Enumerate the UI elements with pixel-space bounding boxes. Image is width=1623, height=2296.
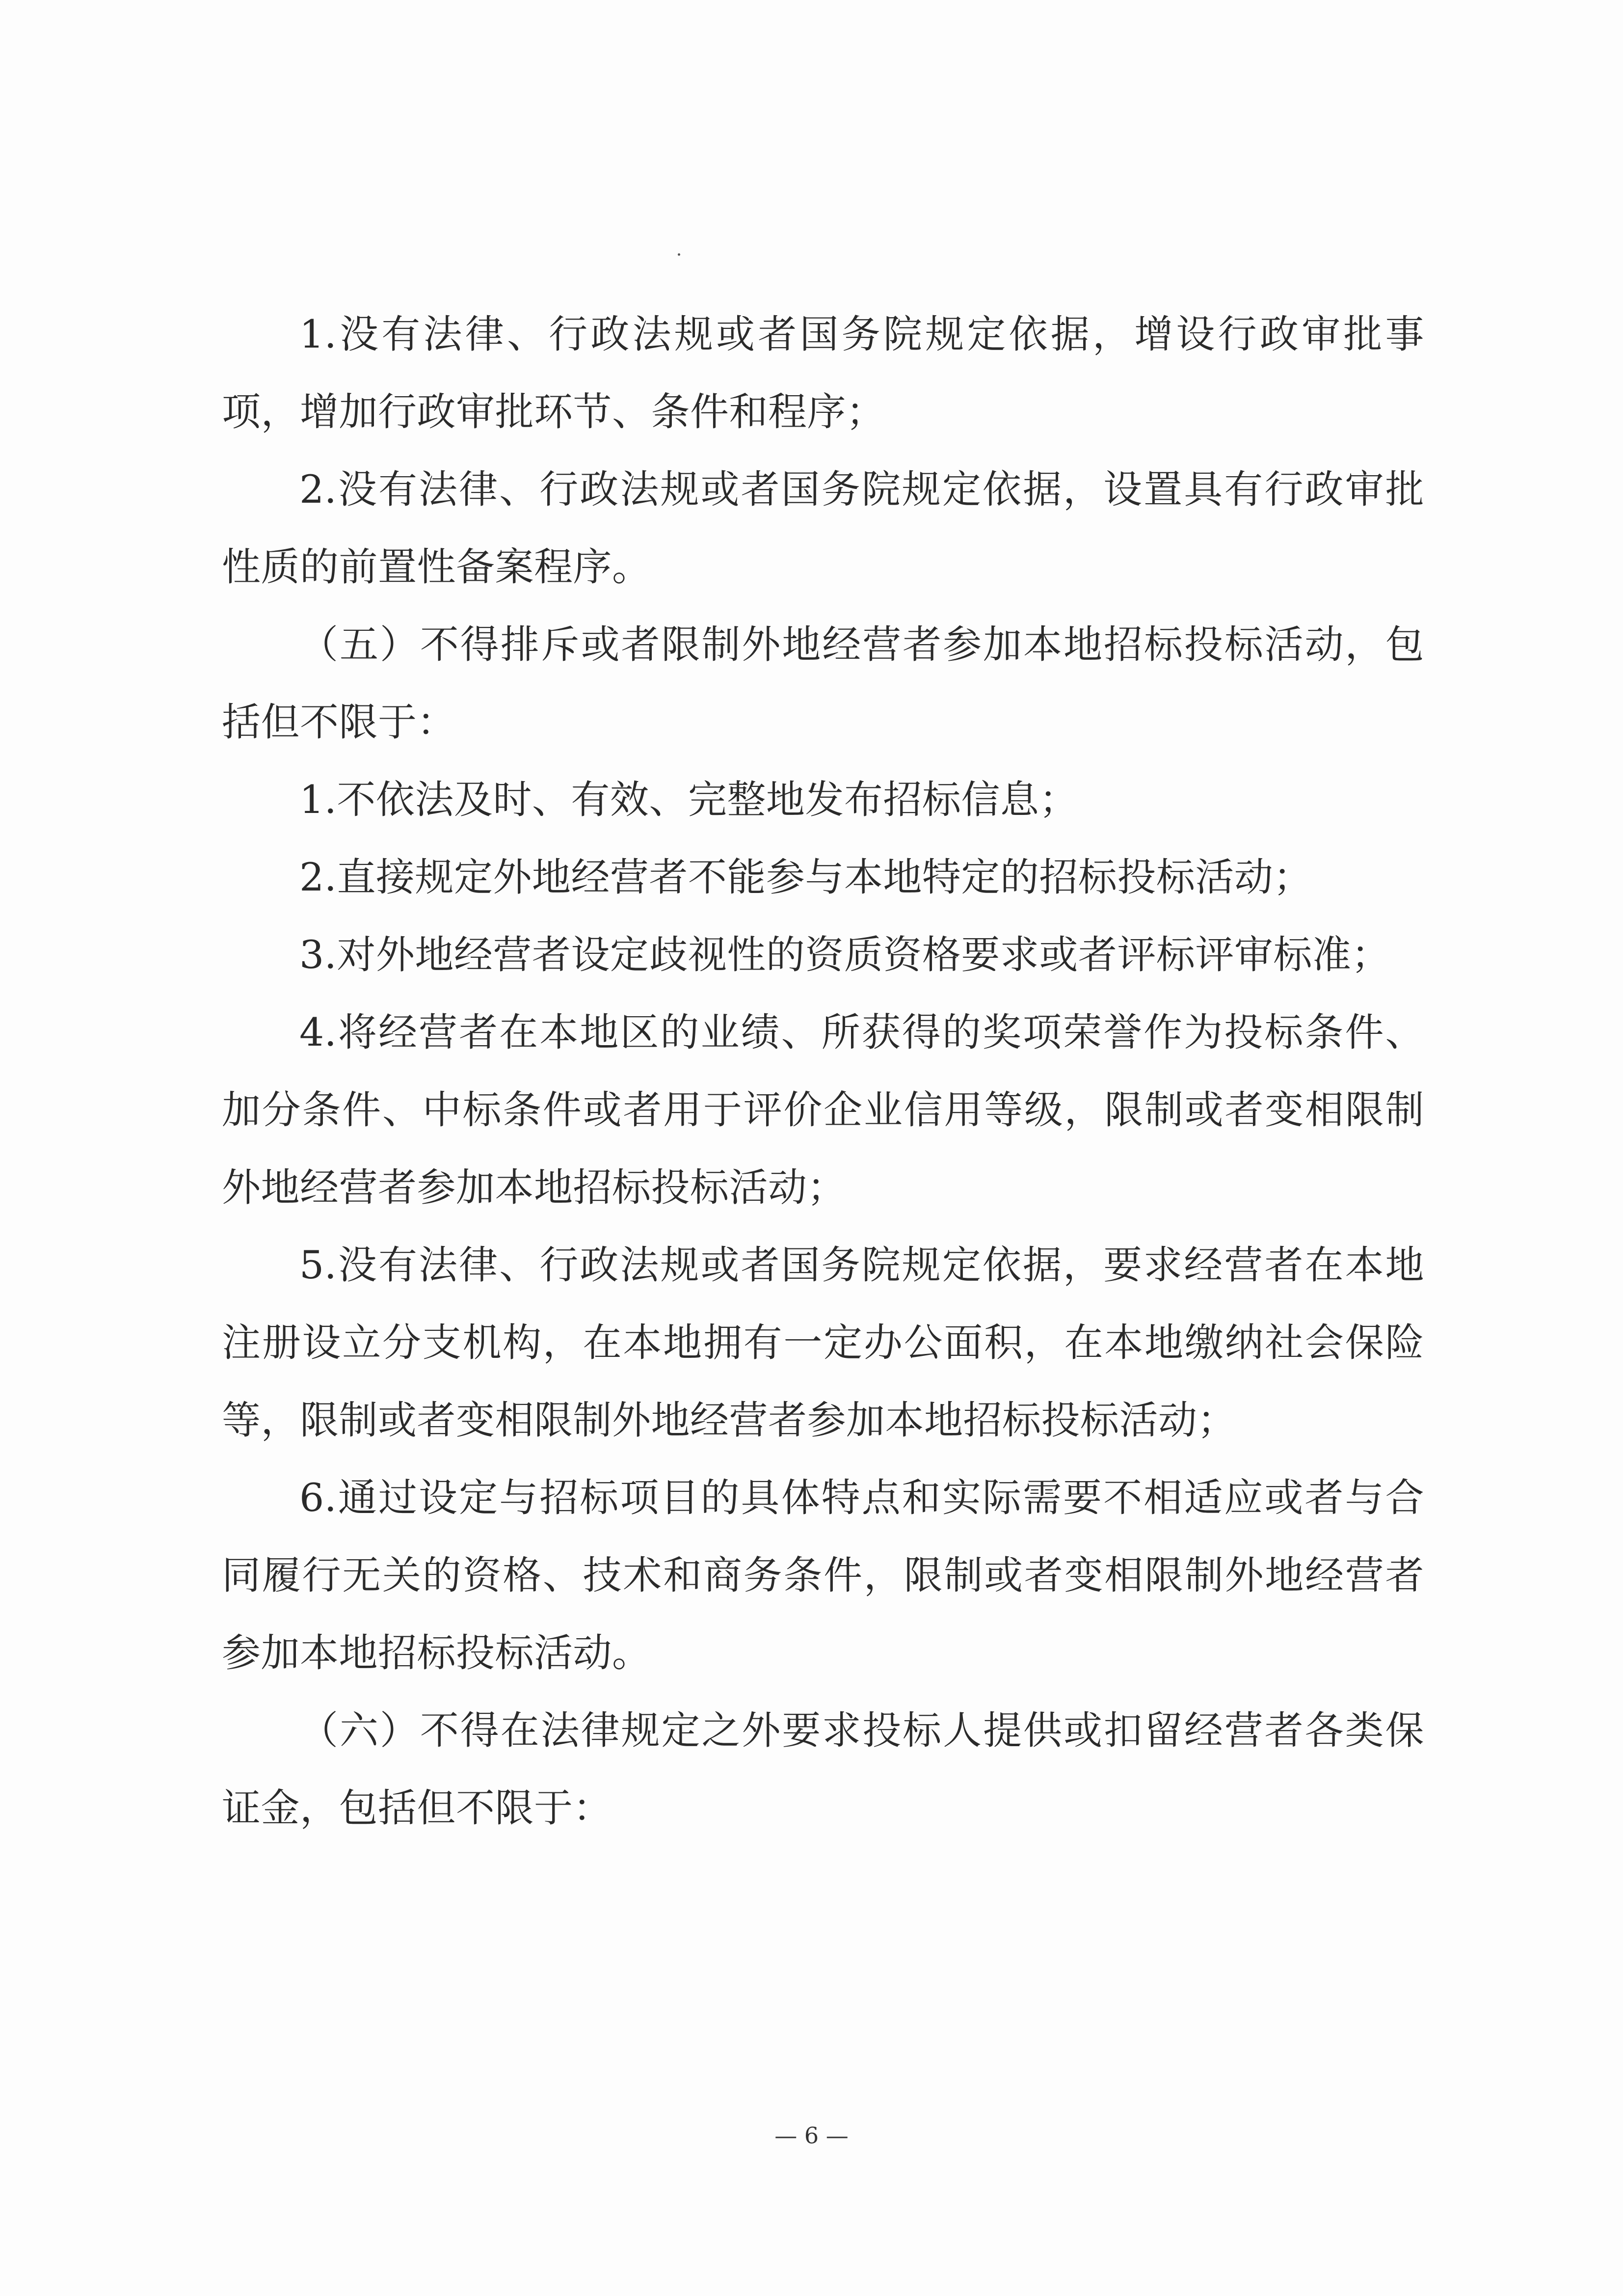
paragraph-item-5-6: 6.通过设定与招标项目的具体特点和实际需要不相适应或者与合同履行无关的资格、技术和商务条件，限制或者变相限制外地经营者参加本地招标投标活动。 [222, 1475, 1424, 1675]
paragraph-item-1: 1.没有法律、行政法规或者国务院规定依据，增设行政审批事项，增加行政审批环节、条件和程序； [222, 312, 1424, 434]
paragraph-item-2: 2.没有法律、行政法规或者国务院规定依据，设置具有行政审批性质的前置性备案程序。 [222, 467, 1424, 590]
paragraph-item-5-3: 3.对外地经营者设定歧视性的资质资格要求或者评标评审标准； [299, 932, 1390, 977]
paragraph-item-5-4: 4.将经营者在本地区的业绩、所获得的奖项荣誉作为投标条件、加分条件、中标条件或者用于评价企业信用等级，限制或者变相限制外地经营者参加本地招标投标活动； [222, 1010, 1424, 1210]
section-heading-5: （五）不得排斥或者限制外地经营者参加本地招标投标活动，包括但不限于： [222, 622, 1424, 745]
paragraph-item-5-2: 2.直接规定外地经营者不能参与本地特定的招标投标活动； [299, 855, 1312, 900]
scan-speck [678, 253, 680, 256]
document-body [222, 296, 1424, 1847]
paragraph-item-5-1: 1.不依法及时、有效、完整地发布招标信息； [299, 777, 1078, 822]
paragraph-item-5-5: 5.没有法律、行政法规或者国务院规定依据，要求经营者在本地注册设立分支机构，在本地拥有一定办公面积，在本地缴纳社会保险等，限制或者变相限制外地经营者参加本地招标投标活动； [222, 1243, 1424, 1443]
page-number: — 6 — [774, 2122, 849, 2149]
section-heading-6: （六）不得在法律规定之外要求投标人提供或扣留经营者各类保证金，包括但不限于： [222, 1708, 1424, 1831]
